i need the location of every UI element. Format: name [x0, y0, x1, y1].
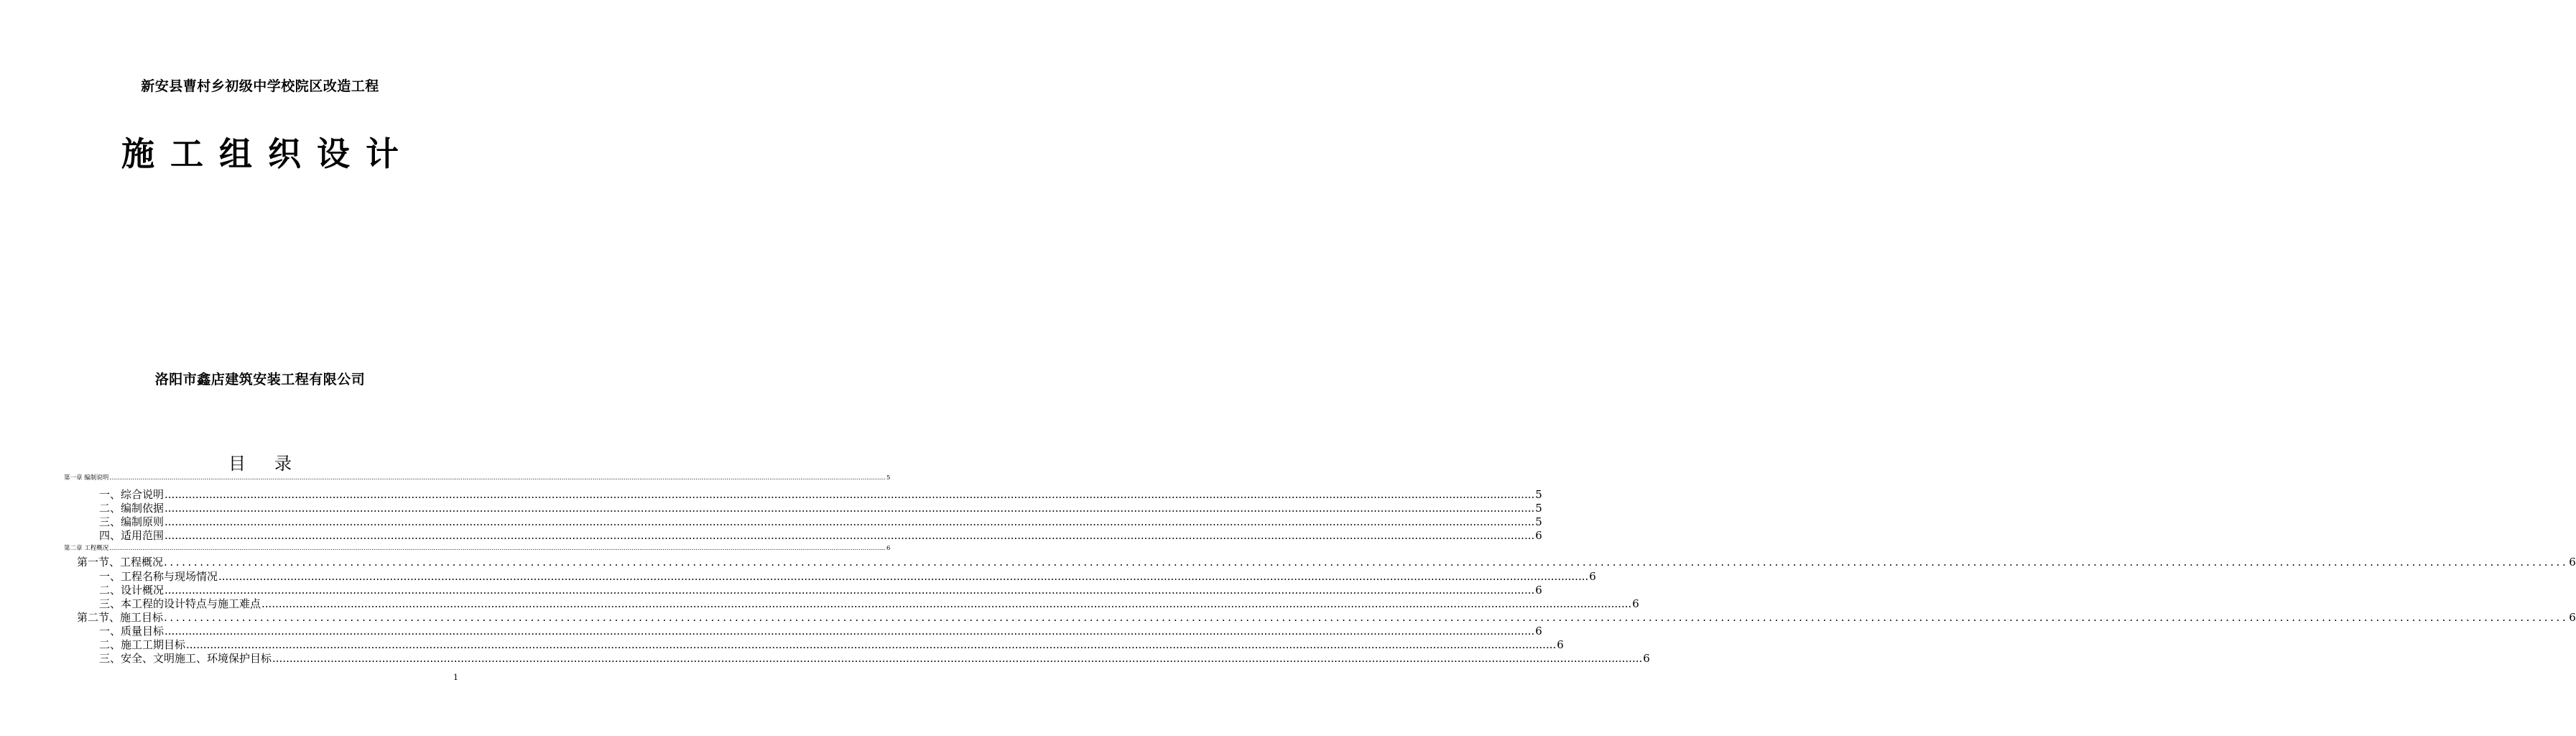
page-number: 1 — [453, 673, 458, 682]
toc-entry-label: 三、安全、文明施工、环境保护目标 — [99, 652, 272, 665]
toc-entry-label: 二、设计概况 — [99, 584, 165, 597]
toc-leader-dots: ................................................................................................................................................................................................................................................................................................................................................................................................................ — [218, 570, 1589, 583]
toc-leader-dots: ................................................................................................................................................................................................................................................................................................................................................................................................................ — [165, 502, 1535, 515]
toc-entry-page: 6 — [2569, 611, 2576, 624]
toc-entry-label: 第二节、施工目标 — [77, 611, 164, 624]
toc-leader-dots: ................................................................................................................................................................................................................................................................................................................................................................................................................ — [165, 488, 1535, 501]
toc-entry-label: 二、编制依据 — [99, 502, 165, 515]
toc-leader-dots: ................................................................................................................................................................................................................................................................................................................................................................................................................ — [164, 556, 2569, 569]
toc-leader-dots: ................................................................................................................................................................................................................................................................................................................................................................................................................ — [165, 529, 1535, 542]
toc-entry[interactable] — [99, 623, 1542, 638]
toc-entry-page: 6 — [886, 545, 891, 552]
toc-entry[interactable] — [77, 610, 2576, 625]
toc-leader-dots: ................................................................................................................................................................................................................................................................................................................................................................................................................ — [165, 515, 1535, 528]
toc-leader-dots: ................................................................................................................................................................................................................................................................................................................................................................................................................ — [165, 584, 1535, 597]
toc-entry-page: 5 — [1535, 515, 1542, 528]
toc-entry[interactable] — [99, 528, 1542, 543]
toc-entry-page: 6 — [1535, 584, 1542, 597]
toc-entry[interactable] — [99, 569, 1596, 584]
toc-entry[interactable] — [99, 487, 1542, 502]
toc-entry-page: 6 — [1632, 597, 1639, 610]
project-title: 新安县曹村乡初级中学校院区改造工程 — [141, 78, 379, 94]
toc-entry-label: 第二章 工程概况 — [64, 545, 109, 552]
toc-leader-dots: ................................................................................................................................................................................................................................................................................................................................................................................................................ — [165, 625, 1535, 638]
document-title: 施工组织设计 — [121, 134, 414, 173]
toc-entry-label: 三、本工程的设计特点与施工难点 — [99, 597, 261, 610]
toc-leader-dots: ................................................................................................................................................................................................................................................................................................................................................................................................................ — [272, 652, 1643, 665]
toc-entry-page: 5 — [1535, 488, 1542, 501]
toc-entry[interactable] — [99, 514, 1542, 529]
toc-leader-dots: ................................................................................................................................................................................................................................................................................................................................................................................................................ — [164, 611, 2569, 624]
toc-entry[interactable] — [64, 543, 891, 552]
toc-entry[interactable] — [99, 650, 1650, 666]
company-name: 洛阳市鑫店建筑安装工程有限公司 — [154, 372, 366, 387]
toc-entry-label: 四、适用范围 — [99, 529, 165, 542]
toc-entry[interactable] — [99, 582, 1542, 597]
toc-entry-page: 5 — [1535, 502, 1542, 515]
toc-entry-label: 一、工程名称与现场情况 — [99, 570, 218, 583]
toc-entry-page: 6 — [2569, 556, 2576, 569]
toc-leader-dots: ................................................................................................................................................................................................................................................................................................................................................................................................................ — [109, 474, 886, 482]
toc-entry-label: 第一章 编制说明 — [64, 474, 109, 482]
toc-entry-page: 6 — [1535, 529, 1542, 542]
toc-title: 目录 — [228, 454, 320, 474]
toc-entry-page: 6 — [1535, 625, 1542, 638]
toc-entry-label: 二、施工工期目标 — [99, 638, 186, 651]
toc-entry[interactable] — [64, 473, 891, 482]
toc-entry-label: 三、编制原则 — [99, 515, 165, 528]
toc-entry-page: 6 — [1643, 652, 1650, 665]
toc-entry-page: 6 — [1589, 570, 1596, 583]
toc-entry[interactable] — [77, 554, 2576, 569]
toc-entry-page: 5 — [886, 474, 891, 482]
toc-entry[interactable] — [99, 500, 1542, 515]
toc-entry[interactable] — [99, 637, 1564, 652]
toc-leader-dots: ................................................................................................................................................................................................................................................................................................................................................................................................................ — [186, 638, 1557, 651]
toc-leader-dots: ................................................................................................................................................................................................................................................................................................................................................................................................................ — [109, 545, 886, 552]
toc-entry-label: 第一节、工程概况 — [77, 556, 164, 569]
toc-entry-label: 一、质量目标 — [99, 625, 165, 638]
toc-entry-label: 一、综合说明 — [99, 488, 165, 501]
toc-leader-dots: ................................................................................................................................................................................................................................................................................................................................................................................................................ — [261, 597, 1632, 610]
toc-entry[interactable] — [99, 596, 1639, 611]
toc-entry-page: 6 — [1557, 638, 1564, 651]
